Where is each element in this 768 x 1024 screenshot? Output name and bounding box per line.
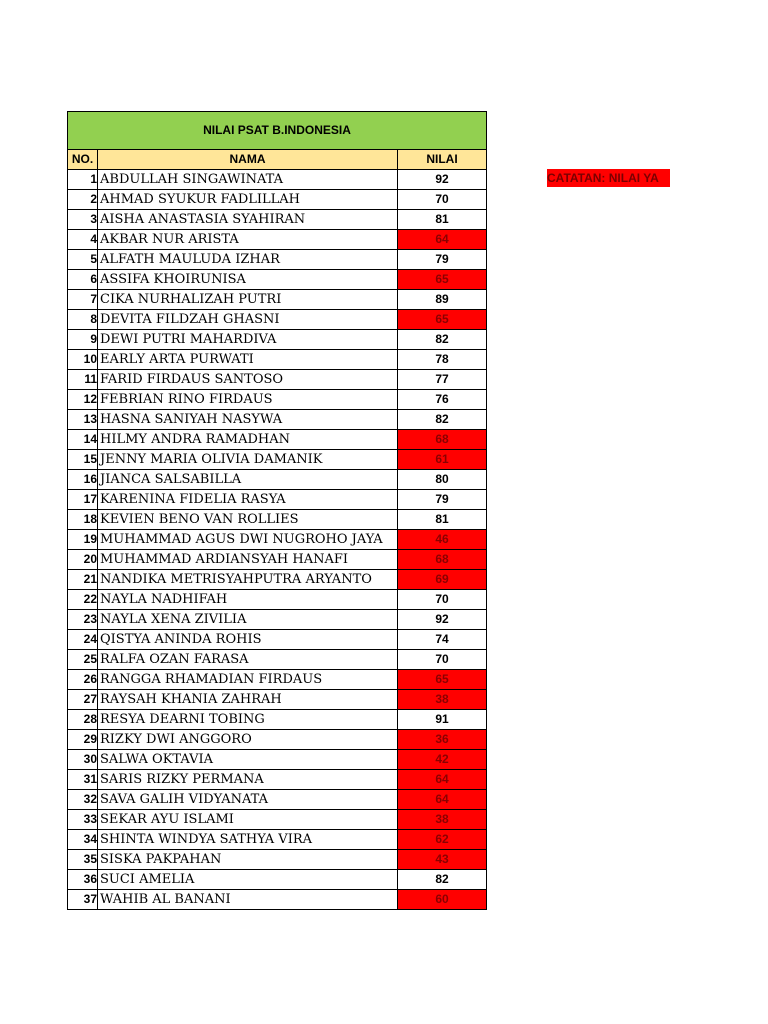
student-name-cell[interactable]: SAVA GALIH VIDYANATA	[98, 790, 398, 810]
row-number-cell[interactable]: 2	[68, 190, 98, 210]
table-row	[68, 710, 487, 730]
student-name-cell[interactable]: CIKA NURHALIZAH PUTRI	[98, 290, 398, 310]
table-row	[68, 830, 487, 850]
row-number-cell[interactable]: 32	[68, 790, 98, 810]
table-row	[68, 450, 487, 470]
row-number-cell[interactable]: 8	[68, 310, 98, 330]
grade-cell[interactable]: 79	[398, 490, 487, 510]
student-name-cell[interactable]: AHMAD SYUKUR FADLILLAH	[98, 190, 398, 210]
row-number-cell[interactable]: 31	[68, 770, 98, 790]
student-name-cell[interactable]: FARID FIRDAUS SANTOSO	[98, 370, 398, 390]
student-name-cell[interactable]: NAYLA NADHIFAH	[98, 590, 398, 610]
table-row	[68, 590, 487, 610]
table-row	[68, 730, 487, 750]
header-no[interactable]: NO.	[68, 150, 98, 170]
grade-cell[interactable]: 76	[398, 390, 487, 410]
grade-cell[interactable]: 36	[398, 730, 487, 750]
student-name-cell[interactable]: RANGGA RHAMADIAN FIRDAUS	[98, 670, 398, 690]
student-name-cell[interactable]: SISKA PAKPAHAN	[98, 850, 398, 870]
grade-cell[interactable]: 77	[398, 370, 487, 390]
table-row	[68, 870, 487, 890]
row-number-cell[interactable]: 13	[68, 410, 98, 430]
table-row	[68, 350, 487, 370]
row-number-cell[interactable]: 29	[68, 730, 98, 750]
row-number-cell[interactable]: 4	[68, 230, 98, 250]
table-row	[68, 750, 487, 770]
grade-cell[interactable]: 62	[398, 830, 487, 850]
table-row	[68, 570, 487, 590]
table-row	[68, 810, 487, 830]
row-number-cell[interactable]: 17	[68, 490, 98, 510]
table-row	[68, 290, 487, 310]
table-row	[68, 330, 487, 350]
student-name-cell[interactable]: SEKAR AYU ISLAMI	[98, 810, 398, 830]
row-number-cell[interactable]: 27	[68, 690, 98, 710]
row-number-cell[interactable]: 26	[68, 670, 98, 690]
student-name-cell[interactable]: FEBRIAN RINO FIRDAUS	[98, 390, 398, 410]
grade-cell[interactable]: 38	[398, 810, 487, 830]
row-number-cell[interactable]: 11	[68, 370, 98, 390]
table-row	[68, 170, 487, 190]
grade-cell[interactable]: 81	[398, 210, 487, 230]
table-row	[68, 850, 487, 870]
student-name-cell[interactable]: DEVITA FILDZAH GHASNI	[98, 310, 398, 330]
table-row	[68, 530, 487, 550]
table-row	[68, 410, 487, 430]
row-number-cell[interactable]: 12	[68, 390, 98, 410]
row-number-cell[interactable]: 21	[68, 570, 98, 590]
grade-cell[interactable]: 74	[398, 630, 487, 650]
row-number-cell[interactable]: 25	[68, 650, 98, 670]
row-number-cell[interactable]: 33	[68, 810, 98, 830]
table-row	[68, 310, 487, 330]
header-nama[interactable]: NAMA	[98, 150, 398, 170]
grade-cell[interactable]: 61	[398, 450, 487, 470]
table-row	[68, 770, 487, 790]
student-name-cell[interactable]: RAYSAH KHANIA ZAHRAH	[98, 690, 398, 710]
student-name-cell[interactable]: AISHA ANASTASIA SYAHIRAN	[98, 210, 398, 230]
student-name-cell[interactable]: KEVIEN BENO VAN ROLLIES	[98, 510, 398, 530]
row-number-cell[interactable]: 6	[68, 270, 98, 290]
grade-cell[interactable]: 38	[398, 690, 487, 710]
header-row	[68, 150, 487, 170]
row-number-cell[interactable]: 28	[68, 710, 98, 730]
grade-cell[interactable]: 69	[398, 570, 487, 590]
table-row	[68, 630, 487, 650]
student-name-cell[interactable]: WAHIB AL BANANI	[98, 890, 398, 910]
student-name-cell[interactable]: HILMY ANDRA RAMADHAN	[98, 430, 398, 450]
grade-cell[interactable]: 64	[398, 770, 487, 790]
table-row	[68, 370, 487, 390]
row-number-cell[interactable]: 34	[68, 830, 98, 850]
row-number-cell[interactable]: 15	[68, 450, 98, 470]
row-number-cell[interactable]: 22	[68, 590, 98, 610]
student-name-cell[interactable]: QISTYA ANINDA ROHIS	[98, 630, 398, 650]
student-name-cell[interactable]: NANDIKA METRISYAHPUTRA ARYANTO	[98, 570, 398, 590]
table-row	[68, 550, 487, 570]
table-row	[68, 490, 487, 510]
student-name-cell[interactable]: NAYLA XENA ZIVILIA	[98, 610, 398, 630]
row-number-cell[interactable]: 18	[68, 510, 98, 530]
student-name-cell[interactable]: MUHAMMAD AGUS DWI NUGROHO JAYA	[98, 530, 398, 550]
student-name-cell[interactable]: SARIS RIZKY PERMANA	[98, 770, 398, 790]
grade-cell[interactable]: 92	[398, 170, 487, 190]
grades-table	[67, 111, 487, 910]
student-name-cell[interactable]: SALWA OKTAVIA	[98, 750, 398, 770]
header-nilai[interactable]: NILAI	[398, 150, 487, 170]
row-number-cell[interactable]: 16	[68, 470, 98, 490]
grade-cell[interactable]: 82	[398, 330, 487, 350]
row-number-cell[interactable]: 9	[68, 330, 98, 350]
grade-cell[interactable]: 65	[398, 670, 487, 690]
row-number-cell[interactable]: 37	[68, 890, 98, 910]
row-number-cell[interactable]: 10	[68, 350, 98, 370]
table-row	[68, 510, 487, 530]
grade-cell[interactable]: 89	[398, 290, 487, 310]
row-number-cell[interactable]: 5	[68, 250, 98, 270]
row-number-cell[interactable]: 36	[68, 870, 98, 890]
student-name-cell[interactable]: RALFA OZAN FARASA	[98, 650, 398, 670]
grade-cell[interactable]: 70	[398, 190, 487, 210]
grade-cell[interactable]: 81	[398, 510, 487, 530]
grade-cell[interactable]: 80	[398, 470, 487, 490]
table-row	[68, 430, 487, 450]
table-row	[68, 270, 487, 290]
grade-cell[interactable]: 70	[398, 590, 487, 610]
table-row	[68, 890, 487, 910]
student-name-cell[interactable]: SUCI AMELIA	[98, 870, 398, 890]
row-number-cell[interactable]: 23	[68, 610, 98, 630]
grade-cell[interactable]: 82	[398, 410, 487, 430]
grade-cell[interactable]: 46	[398, 530, 487, 550]
student-name-cell[interactable]: JIANCA SALSABILLA	[98, 470, 398, 490]
table-row	[68, 230, 487, 250]
table-row	[68, 250, 487, 270]
row-number-cell[interactable]: 7	[68, 290, 98, 310]
table-row	[68, 610, 487, 630]
row-number-cell[interactable]: 30	[68, 750, 98, 770]
table-row	[68, 470, 487, 490]
table-row	[68, 390, 487, 410]
student-name-cell[interactable]: AKBAR NUR ARISTA	[98, 230, 398, 250]
student-name-cell[interactable]: ALFATH MAULUDA IZHAR	[98, 250, 398, 270]
table-row	[68, 210, 487, 230]
grade-cell[interactable]: 79	[398, 250, 487, 270]
grade-cell[interactable]: 65	[398, 310, 487, 330]
grade-cell[interactable]: 64	[398, 230, 487, 250]
sheet-title[interactable]: NILAI PSAT B.INDONESIA	[68, 112, 487, 150]
grade-cell[interactable]: 78	[398, 350, 487, 370]
grade-cell[interactable]: 68	[398, 430, 487, 450]
student-name-cell[interactable]: HASNA SANIYAH NASYWA	[98, 410, 398, 430]
row-number-cell[interactable]: 24	[68, 630, 98, 650]
table-row	[68, 190, 487, 210]
grade-cell[interactable]: 42	[398, 750, 487, 770]
note-cell[interactable]: CATATAN: NILAI YA	[547, 169, 670, 187]
student-name-cell[interactable]: EARLY ARTA PURWATI	[98, 350, 398, 370]
table-row	[68, 690, 487, 710]
student-name-cell[interactable]: JENNY MARIA OLIVIA DAMANIK	[98, 450, 398, 470]
student-name-cell[interactable]: RIZKY DWI ANGGORO	[98, 730, 398, 750]
grade-cell[interactable]: 92	[398, 610, 487, 630]
grade-cell[interactable]: 65	[398, 270, 487, 290]
row-number-cell[interactable]: 1	[68, 170, 98, 190]
grade-cell[interactable]: 43	[398, 850, 487, 870]
table-row	[68, 790, 487, 810]
grades-table-body	[68, 112, 487, 910]
grade-cell[interactable]: 82	[398, 870, 487, 890]
student-name-cell[interactable]: KARENINA FIDELIA RASYA	[98, 490, 398, 510]
row-number-cell[interactable]: 35	[68, 850, 98, 870]
title-row	[68, 112, 487, 150]
row-number-cell[interactable]: 3	[68, 210, 98, 230]
grade-cell[interactable]: 70	[398, 650, 487, 670]
grade-cell[interactable]: 68	[398, 550, 487, 570]
grade-cell[interactable]: 91	[398, 710, 487, 730]
table-row	[68, 670, 487, 690]
student-name-cell[interactable]: ABDULLAH SINGAWINATA	[98, 170, 398, 190]
student-name-cell[interactable]: DEWI PUTRI MAHARDIVA	[98, 330, 398, 350]
student-name-cell[interactable]: SHINTA WINDYA SATHYA VIRA	[98, 830, 398, 850]
row-number-cell[interactable]: 14	[68, 430, 98, 450]
table-row	[68, 650, 487, 670]
grade-cell[interactable]: 60	[398, 890, 487, 910]
student-name-cell[interactable]: MUHAMMAD ARDIANSYAH HANAFI	[98, 550, 398, 570]
row-number-cell[interactable]: 20	[68, 550, 98, 570]
student-name-cell[interactable]: RESYA DEARNI TOBING	[98, 710, 398, 730]
student-name-cell[interactable]: ASSIFA KHOIRUNISA	[98, 270, 398, 290]
grade-cell[interactable]: 64	[398, 790, 487, 810]
row-number-cell[interactable]: 19	[68, 530, 98, 550]
